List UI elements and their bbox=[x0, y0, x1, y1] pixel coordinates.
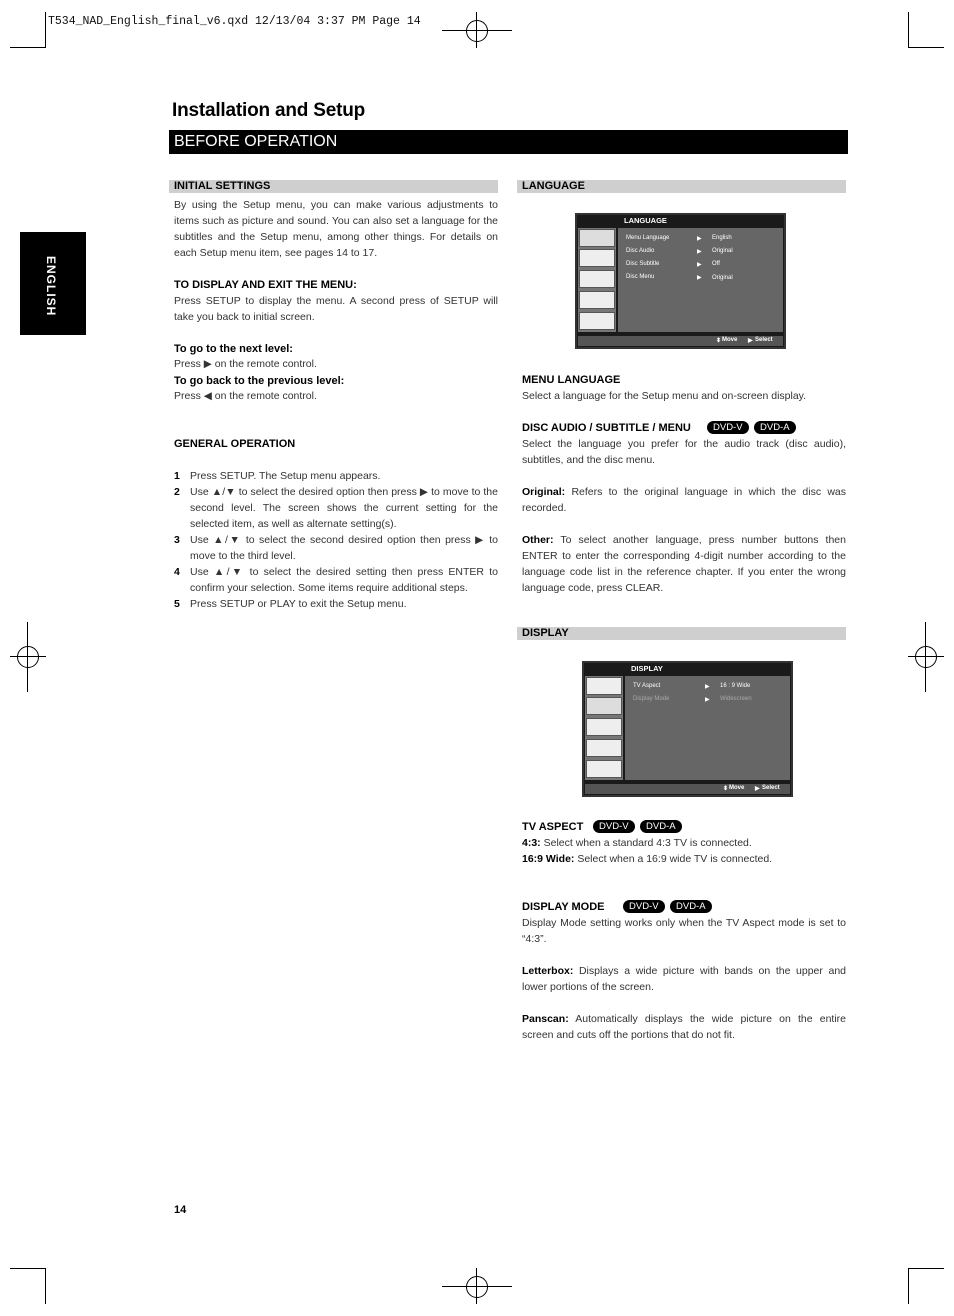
letterbox-label: Letterbox: bbox=[522, 965, 574, 977]
step-number: 3 bbox=[174, 534, 180, 546]
general-operation-heading: GENERAL OPERATION bbox=[174, 438, 296, 450]
list-item bbox=[174, 484, 498, 532]
registration-mark bbox=[27, 622, 28, 692]
page-number: 14 bbox=[174, 1204, 187, 1216]
registration-mark bbox=[925, 622, 926, 692]
list-item bbox=[174, 596, 498, 612]
prev-level-text: Press ◀ on the remote control. bbox=[174, 390, 317, 402]
next-level-text: Press ▶ on the remote control. bbox=[174, 358, 317, 370]
step-number: 2 bbox=[174, 486, 180, 498]
list-item bbox=[174, 564, 498, 596]
display-icon bbox=[586, 697, 622, 715]
registration-mark bbox=[915, 646, 937, 668]
crop-mark bbox=[10, 47, 46, 48]
menu-language-text: Select a language for the Setup menu and on-screen display. bbox=[522, 390, 807, 402]
display-mode-text: Display Mode setting works only when the TV Aspect mode is set to “4:3”. bbox=[522, 917, 846, 945]
step-text: Use ▲/▼ to select the desired setting then press ENTER to confirm your selection. Some items require additional steps. bbox=[190, 566, 498, 594]
osd-row-label: Disc Audio bbox=[626, 248, 655, 254]
osd-row-value: English bbox=[712, 235, 732, 241]
osd-select-label: Select bbox=[762, 785, 780, 791]
osd-row-value: 16 : 9 Wide bbox=[720, 683, 751, 689]
audio-icon bbox=[579, 270, 615, 288]
right-arrow-icon: ▶ bbox=[748, 338, 753, 344]
step-number: 1 bbox=[174, 470, 180, 482]
prev-level-heading: To go back to the previous level: bbox=[174, 375, 345, 387]
other-paragraph bbox=[522, 532, 846, 596]
dvd-v-badge: DVD-V bbox=[707, 421, 749, 434]
others-icon bbox=[579, 312, 615, 330]
tv-169-text: Select when a 16:9 wide TV is connected. bbox=[577, 853, 773, 865]
osd-row-value: Original bbox=[712, 248, 733, 254]
registration-mark bbox=[466, 1276, 488, 1298]
registration-mark bbox=[10, 656, 46, 657]
osd-row-label: TV Aspect bbox=[633, 683, 661, 689]
dvd-a-badge: DVD-A bbox=[670, 900, 712, 913]
language-icon bbox=[579, 229, 615, 247]
list-item bbox=[174, 532, 498, 564]
initial-settings-heading: INITIAL SETTINGS bbox=[169, 180, 498, 193]
step-number: 4 bbox=[174, 566, 180, 578]
page-title: Installation and Setup bbox=[172, 100, 366, 121]
step-text: Use ▲/▼ to select the second desired option then press ▶ to move to the third level. bbox=[190, 534, 498, 562]
lock-icon bbox=[579, 291, 615, 309]
menu-language-heading: MENU LANGUAGE bbox=[522, 374, 621, 386]
osd-move-label: Move bbox=[729, 785, 745, 791]
osd-panel bbox=[625, 676, 790, 780]
crop-mark bbox=[908, 47, 944, 48]
registration-mark bbox=[442, 1286, 512, 1287]
right-arrow-icon: ▶ bbox=[697, 249, 702, 255]
right-arrow-icon: ▶ bbox=[697, 262, 702, 268]
crop-mark bbox=[908, 1268, 944, 1269]
display-heading: DISPLAY bbox=[517, 627, 846, 640]
other-label: Other: bbox=[522, 534, 554, 546]
other-text: To select another language, press number buttons then ENTER to enter the corresponding 4-digit number according to the language code list in the reference chapter. If you enter the wrong language code, press CLEAR. bbox=[522, 534, 846, 594]
dvd-a-badge: DVD-A bbox=[640, 820, 682, 833]
language-heading: LANGUAGE bbox=[517, 180, 846, 193]
updown-arrow-icon: ⬍ bbox=[716, 338, 722, 344]
osd-move-label: Move bbox=[722, 337, 738, 343]
original-text: Refers to the original language in which the disc was recorded. bbox=[522, 486, 847, 514]
dvd-a-badge: DVD-A bbox=[754, 421, 796, 434]
letterbox-text: Displays a wide picture with bands on the upper and lower portions of the screen. bbox=[522, 965, 847, 993]
original-label: Original: bbox=[522, 486, 566, 498]
osd-row-label: Disc Menu bbox=[626, 274, 655, 280]
right-arrow-icon: ▶ bbox=[697, 236, 702, 242]
crop-mark bbox=[908, 1268, 909, 1304]
right-arrow-icon: ▶ bbox=[697, 275, 702, 281]
osd-title: DISPLAY bbox=[631, 664, 663, 673]
crop-mark bbox=[10, 1268, 46, 1269]
language-side-tab bbox=[20, 232, 86, 335]
tv-169-label: 16:9 Wide: bbox=[522, 853, 575, 865]
crop-mark bbox=[908, 12, 909, 48]
right-arrow-icon: ▶ bbox=[705, 684, 710, 690]
tv-43-line bbox=[522, 835, 752, 851]
audio-icon bbox=[586, 718, 622, 736]
crop-mark bbox=[45, 12, 46, 48]
panscan-label: Panscan: bbox=[522, 1013, 569, 1025]
crop-mark bbox=[45, 1268, 46, 1304]
letterbox-paragraph bbox=[522, 963, 846, 995]
panscan-text: Automatically displays the wide picture on the entire screen and cuts off the portions that do not fit. bbox=[522, 1013, 846, 1041]
osd-language-screen bbox=[575, 213, 786, 349]
osd-row-value: Original bbox=[712, 275, 733, 281]
dvd-v-badge: DVD-V bbox=[593, 820, 635, 833]
registration-mark bbox=[442, 30, 512, 31]
dvd-v-badge: DVD-V bbox=[623, 900, 665, 913]
display-exit-heading: TO DISPLAY AND EXIT THE MENU: bbox=[174, 279, 357, 291]
right-arrow-icon: ▶ bbox=[705, 697, 710, 703]
initial-settings-text: By using the Setup menu, you can make various adjustments to items such as picture and sound. You can also set a language for the subtitles and the Setup menu, among other things. For details on each Setup menu item, see pages 14 to 17. bbox=[174, 199, 498, 259]
osd-display-screen bbox=[582, 661, 793, 797]
tv-169-line bbox=[522, 851, 772, 867]
disc-audio-text: Select the language you prefer for the audio track (disc audio), subtitles, and the disc menu. bbox=[522, 438, 846, 466]
lock-icon bbox=[586, 739, 622, 757]
registration-mark bbox=[466, 20, 488, 42]
registration-mark bbox=[476, 12, 477, 48]
osd-row-label: Display Mode bbox=[633, 696, 670, 702]
tv-aspect-heading: TV ASPECT bbox=[522, 821, 584, 833]
display-mode-heading: DISPLAY MODE bbox=[522, 901, 605, 913]
section-bar: BEFORE OPERATION bbox=[169, 130, 848, 154]
step-text: Press SETUP or PLAY to exit the Setup menu. bbox=[190, 598, 407, 610]
osd-select-label: Select bbox=[755, 337, 773, 343]
right-arrow-icon: ▶ bbox=[755, 786, 760, 792]
registration-mark bbox=[476, 1268, 477, 1304]
updown-arrow-icon: ⬍ bbox=[723, 786, 729, 792]
steps-list bbox=[174, 468, 498, 612]
registration-mark bbox=[908, 656, 944, 657]
file-slug: T534_NAD_English_final_v6.qxd 12/13/04 3:37 PM Page 14 bbox=[48, 15, 421, 28]
osd-row-value: Off bbox=[712, 261, 720, 267]
osd-title: LANGUAGE bbox=[624, 216, 667, 225]
language-icon bbox=[586, 677, 622, 695]
others-icon bbox=[586, 760, 622, 778]
osd-row-value: Widescreen bbox=[720, 696, 752, 702]
step-number: 5 bbox=[174, 598, 180, 610]
panscan-paragraph bbox=[522, 1011, 846, 1043]
list-item bbox=[174, 468, 498, 484]
next-level-heading: To go to the next level: bbox=[174, 343, 293, 355]
original-paragraph bbox=[522, 484, 846, 516]
osd-row-label: Disc Subtitle bbox=[626, 261, 660, 267]
osd-row-label: Menu Language bbox=[626, 235, 670, 241]
tv-43-label: 4:3: bbox=[522, 837, 541, 849]
step-text: Press SETUP. The Setup menu appears. bbox=[190, 470, 381, 482]
tv-43-text: Select when a standard 4:3 TV is connected. bbox=[543, 837, 752, 849]
step-text: Use ▲/▼ to select the desired option then press ▶ to move to the second level. The screen shows the current setting for the selected item, as well as alternate setting(s). bbox=[190, 486, 498, 530]
registration-mark bbox=[17, 646, 39, 668]
display-exit-text: Press SETUP to display the menu. A second press of SETUP will take you back to initial screen. bbox=[174, 295, 498, 323]
side-tab-label: ENGLISH bbox=[44, 256, 58, 317]
display-icon bbox=[579, 249, 615, 267]
disc-audio-heading: DISC AUDIO / SUBTITLE / MENU bbox=[522, 422, 691, 434]
